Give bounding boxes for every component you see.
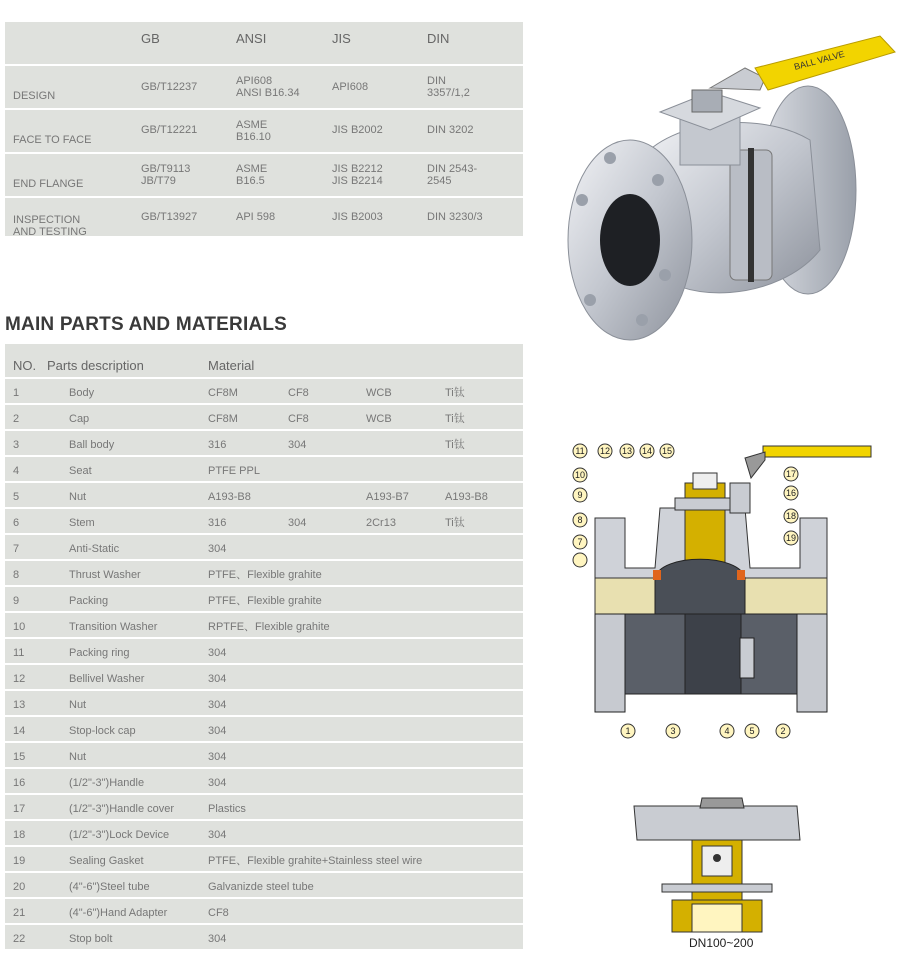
material-1: 304 bbox=[208, 829, 227, 841]
din-value: DIN 3202 bbox=[427, 124, 474, 136]
part-no: 21 bbox=[13, 907, 26, 919]
material-4: Ti钛 bbox=[445, 439, 465, 451]
ansi-value: API608 ANSI B16.34 bbox=[236, 75, 300, 99]
part-no: 2 bbox=[13, 413, 20, 425]
header-jis: JIS bbox=[332, 31, 351, 46]
ball-valve-photo bbox=[560, 30, 900, 350]
callout-7: 7 bbox=[577, 537, 583, 547]
standards-row-end-flange bbox=[5, 154, 523, 198]
part-no: 17 bbox=[13, 803, 26, 815]
part-description: Seat bbox=[69, 465, 92, 477]
material-1: Plastics bbox=[208, 803, 246, 815]
ansi-value: API 598 bbox=[236, 211, 276, 223]
part-no: 4 bbox=[13, 465, 20, 477]
callout-11: 11 bbox=[575, 446, 585, 456]
materials-header-row bbox=[5, 344, 523, 379]
din-value: DIN 3357/1,2 bbox=[427, 75, 470, 99]
callout-2: 2 bbox=[780, 726, 786, 736]
material-2: CF8 bbox=[288, 387, 309, 399]
material-row bbox=[5, 457, 523, 483]
material-row bbox=[5, 899, 523, 925]
material-row bbox=[5, 795, 523, 821]
part-no: 3 bbox=[13, 439, 20, 451]
part-description: (1/2"-3")Handle cover bbox=[69, 803, 175, 815]
part-description: (4"-6")Steel tube bbox=[69, 881, 150, 893]
material-row bbox=[5, 587, 523, 613]
handle-text: BALL VALVE bbox=[792, 48, 846, 72]
callout-8: 8 bbox=[577, 515, 583, 525]
material-3: A193-B7 bbox=[366, 491, 409, 503]
materials-table bbox=[5, 344, 523, 951]
material-1: A193-B8 bbox=[208, 491, 251, 503]
material-1: 304 bbox=[208, 751, 227, 763]
part-description: Bellivel Washer bbox=[69, 673, 145, 685]
part-no: 22 bbox=[13, 933, 26, 945]
valve-section-drawing bbox=[565, 438, 885, 748]
material-4: Ti钛 bbox=[445, 387, 465, 399]
gb-value: GB/T9113 JB/T79 bbox=[141, 163, 191, 187]
part-description: Body bbox=[69, 387, 95, 399]
part-description: Packing bbox=[69, 595, 109, 607]
part-description: Packing ring bbox=[69, 647, 130, 659]
material-1: CF8 bbox=[208, 907, 229, 919]
material-1: 316 bbox=[208, 517, 227, 529]
part-no: 6 bbox=[13, 517, 20, 529]
row-label: DESIGN bbox=[13, 90, 56, 102]
material-row bbox=[5, 665, 523, 691]
material-row bbox=[5, 743, 523, 769]
din-value: DIN 2543- 2545 bbox=[427, 163, 478, 187]
material-3: WCB bbox=[366, 413, 392, 425]
row-label: FACE TO FACE bbox=[13, 134, 92, 146]
standards-row-inspection bbox=[5, 198, 523, 238]
standards-header-row bbox=[5, 22, 523, 66]
material-1: 304 bbox=[208, 647, 227, 659]
part-no: 19 bbox=[13, 855, 26, 867]
material-2: 304 bbox=[288, 517, 307, 529]
part-description: (1/2"-3")Handle bbox=[69, 777, 145, 789]
header-ansi: ANSI bbox=[236, 31, 267, 46]
part-description: Sealing Gasket bbox=[69, 855, 144, 867]
material-row bbox=[5, 769, 523, 795]
gb-value: GB/T13927 bbox=[141, 211, 198, 223]
material-row bbox=[5, 691, 523, 717]
part-description: Stop-lock cap bbox=[69, 725, 136, 737]
material-row bbox=[5, 405, 523, 431]
material-4: Ti钛 bbox=[445, 517, 465, 529]
part-description: Stop bolt bbox=[69, 933, 113, 945]
jis-value: JIS B2212 JIS B2214 bbox=[332, 163, 383, 187]
part-no: 20 bbox=[13, 881, 26, 893]
material-row bbox=[5, 717, 523, 743]
material-1: 304 bbox=[208, 933, 227, 945]
callout-5: 5 bbox=[749, 726, 755, 736]
header-din: DIN bbox=[427, 31, 450, 46]
material-3: 2Cr13 bbox=[366, 517, 396, 529]
part-no: 18 bbox=[13, 829, 26, 841]
material-1: PTFE PPL bbox=[208, 465, 260, 477]
material-1: 304 bbox=[208, 699, 227, 711]
part-no: 11 bbox=[13, 647, 25, 659]
material-row bbox=[5, 509, 523, 535]
material-1: 316 bbox=[208, 439, 227, 451]
material-4: Ti钛 bbox=[445, 413, 465, 425]
callout-14: 14 bbox=[641, 446, 653, 456]
material-1: 304 bbox=[208, 543, 227, 555]
material-2: 304 bbox=[288, 439, 307, 451]
part-no: 13 bbox=[13, 699, 26, 711]
part-no: 14 bbox=[13, 725, 26, 737]
material-row bbox=[5, 379, 523, 405]
material-row bbox=[5, 925, 523, 951]
part-no: 1 bbox=[13, 387, 20, 399]
part-description: Nut bbox=[69, 699, 87, 711]
material-1: RPTFE、Flexible grahite bbox=[208, 621, 330, 633]
standards-row-face-to-face bbox=[5, 110, 523, 154]
material-row bbox=[5, 431, 523, 457]
part-no: 10 bbox=[13, 621, 26, 633]
part-description: Transition Washer bbox=[69, 621, 158, 633]
material-row bbox=[5, 639, 523, 665]
material-3: WCB bbox=[366, 387, 392, 399]
callout-17: 17 bbox=[785, 469, 797, 479]
standards-table bbox=[5, 22, 523, 238]
jis-value: API608 bbox=[332, 81, 369, 93]
material-row bbox=[5, 561, 523, 587]
material-1: CF8M bbox=[208, 413, 238, 425]
row-label: END FLANGE bbox=[13, 178, 84, 190]
part-no: 12 bbox=[13, 673, 26, 685]
section-title: MAIN PARTS AND MATERIALS bbox=[5, 314, 288, 335]
material-row bbox=[5, 873, 523, 899]
part-description: Stem bbox=[69, 517, 95, 529]
material-row bbox=[5, 821, 523, 847]
din-value: DIN 3230/3 bbox=[427, 211, 483, 223]
callout-15: 15 bbox=[661, 446, 673, 456]
callout-9: 9 bbox=[577, 490, 583, 500]
callout-10: 10 bbox=[574, 470, 586, 480]
part-description: Nut bbox=[69, 491, 87, 503]
material-1: PTFE、Flexible grahite+Stainless steel wire bbox=[208, 855, 423, 867]
row-label: INSPECTION AND TESTING bbox=[13, 214, 87, 238]
detail-drawing bbox=[632, 796, 802, 936]
callout-13: 13 bbox=[621, 446, 633, 456]
part-no: 16 bbox=[13, 777, 26, 789]
material-row bbox=[5, 483, 523, 509]
material-1: PTFE、Flexible grahite bbox=[208, 595, 322, 607]
jis-value: JIS B2003 bbox=[332, 211, 383, 223]
callout-1: 1 bbox=[625, 726, 631, 736]
header-description: Parts description bbox=[47, 358, 144, 373]
part-no: 5 bbox=[13, 491, 20, 503]
ansi-value: ASME B16.10 bbox=[236, 119, 271, 143]
callout-19: 19 bbox=[785, 533, 797, 543]
ansi-value: ASME B16.5 bbox=[236, 163, 268, 187]
material-1: 304 bbox=[208, 673, 227, 685]
jis-value: JIS B2002 bbox=[332, 124, 383, 136]
material-1: 304 bbox=[208, 777, 227, 789]
part-description: (4"-6")Hand Adapter bbox=[69, 907, 168, 919]
material-row bbox=[5, 535, 523, 561]
callout-4: 4 bbox=[724, 726, 730, 736]
part-no: 15 bbox=[13, 751, 26, 763]
material-row bbox=[5, 847, 523, 873]
standards-row-design bbox=[5, 66, 523, 110]
material-1: PTFE、Flexible grahite bbox=[208, 569, 322, 581]
material-1: Galvanizde steel tube bbox=[208, 881, 314, 893]
part-no: 7 bbox=[13, 543, 20, 555]
material-2: CF8 bbox=[288, 413, 309, 425]
materials-rows bbox=[5, 379, 523, 951]
callout-16: 16 bbox=[785, 488, 797, 498]
part-description: (1/2"-3")Lock Device bbox=[69, 829, 170, 841]
header-gb: GB bbox=[141, 31, 160, 46]
callout-18: 18 bbox=[785, 511, 797, 521]
gb-value: GB/T12237 bbox=[141, 81, 198, 93]
callout-12: 12 bbox=[599, 446, 611, 456]
callout-3: 3 bbox=[670, 726, 676, 736]
header-no: NO. bbox=[13, 358, 37, 373]
part-description: Nut bbox=[69, 751, 87, 763]
part-no: 9 bbox=[13, 595, 20, 607]
gb-value: GB/T12221 bbox=[141, 124, 198, 136]
part-description: Thrust Washer bbox=[69, 569, 141, 581]
part-description: Cap bbox=[69, 413, 90, 425]
material-1: 304 bbox=[208, 725, 227, 737]
material-4: A193-B8 bbox=[445, 491, 488, 503]
part-no: 8 bbox=[13, 569, 20, 581]
header-material: Material bbox=[208, 358, 255, 373]
part-description: Ball body bbox=[69, 439, 115, 451]
part-description: Anti-Static bbox=[69, 543, 120, 555]
detail-label: DN100~200 bbox=[689, 936, 754, 950]
material-1: CF8M bbox=[208, 387, 238, 399]
material-row bbox=[5, 613, 523, 639]
